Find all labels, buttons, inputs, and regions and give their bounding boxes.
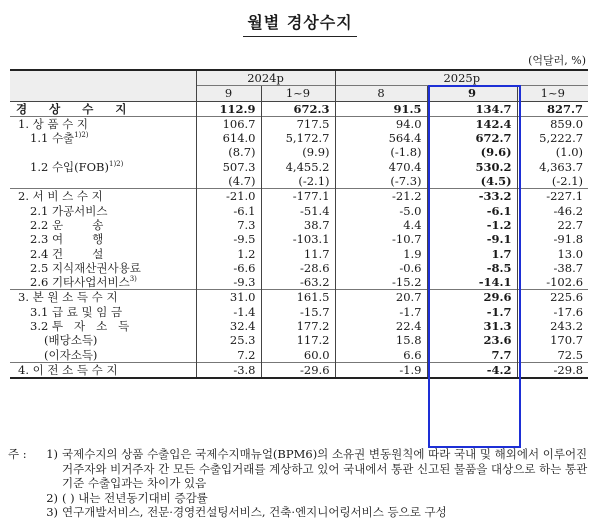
- footnote-marker: 3): [129, 275, 137, 284]
- value-cell: 243.2: [517, 319, 588, 333]
- value-cell: -46.2: [517, 204, 588, 218]
- row-label: [10, 204, 196, 218]
- value-cell: (4.5): [427, 174, 517, 189]
- value-cell: 1.9: [335, 247, 427, 261]
- row-label-text: 3.2 투 자 소 득: [30, 319, 130, 334]
- table-row: [10, 348, 588, 363]
- row-label: [10, 131, 196, 145]
- value-cell: -103.1: [261, 232, 335, 246]
- value-cell: -6.1: [196, 204, 261, 218]
- value-cell: 177.2: [261, 319, 335, 333]
- table-row: [10, 333, 588, 347]
- row-label: [10, 290, 196, 305]
- value-cell: (-7.3): [335, 174, 427, 189]
- value-cell: (8.7): [196, 145, 261, 159]
- value-cell: 4.4: [335, 218, 427, 232]
- value-cell: -15.7: [261, 305, 335, 319]
- value-cell: 13.0: [517, 247, 588, 261]
- unit-label: (억달러, %): [528, 54, 586, 67]
- value-cell: (9.6): [427, 145, 517, 159]
- value-cell: -29.8: [517, 362, 588, 378]
- title-container: [0, 10, 600, 37]
- value-cell: -38.7: [517, 261, 588, 275]
- table-row: [10, 204, 588, 218]
- value-cell: 5,172.7: [261, 131, 335, 145]
- value-cell: 11.7: [261, 247, 335, 261]
- value-cell: (-1.8): [335, 145, 427, 159]
- table-row: [10, 275, 588, 290]
- footnote-lead-spacer: [8, 491, 32, 506]
- footnote-row: [8, 505, 593, 520]
- value-cell: 470.4: [335, 160, 427, 174]
- value-cell: 225.6: [517, 290, 588, 305]
- page-title: 월별 경상수지: [243, 10, 356, 37]
- value-cell: -1.2: [427, 218, 517, 232]
- row-label: [10, 145, 196, 159]
- row-label: [10, 174, 196, 189]
- value-cell: 32.4: [196, 319, 261, 333]
- footnote-row: [8, 447, 593, 491]
- value-cell: 717.5: [261, 116, 335, 131]
- row-label: [10, 348, 196, 363]
- value-cell: -91.8: [517, 232, 588, 246]
- value-cell: -1.7: [427, 305, 517, 319]
- value-cell: -29.6: [261, 362, 335, 378]
- table-row: [10, 218, 588, 232]
- row-label: [10, 116, 196, 131]
- row-label: [10, 160, 196, 174]
- footnote-marker: 1)2): [109, 159, 124, 168]
- value-cell: 859.0: [517, 116, 588, 131]
- row-label-text: (배당소득): [44, 333, 98, 348]
- value-cell: -21.2: [335, 189, 427, 204]
- footnote-marker: 1)2): [74, 131, 89, 140]
- row-label: [10, 261, 196, 275]
- table-row: [10, 362, 588, 378]
- footnote-row: [8, 491, 593, 506]
- header-col: 9: [196, 86, 261, 101]
- header-year-2025: 2025p: [335, 70, 588, 86]
- value-cell: -102.6: [517, 275, 588, 290]
- header-col: 1~9: [517, 86, 588, 101]
- value-cell: 161.5: [261, 290, 335, 305]
- row-label-text: 1.1 수출: [30, 131, 75, 146]
- value-cell: -6.6: [196, 261, 261, 275]
- value-cell: -9.5: [196, 232, 261, 246]
- row-label: [10, 189, 196, 204]
- value-cell: 91.5: [335, 101, 427, 116]
- table-row: [10, 290, 588, 305]
- value-cell: -1.9: [335, 362, 427, 378]
- row-label-text: 2.2 운 송: [30, 217, 104, 232]
- value-cell: 94.0: [335, 116, 427, 131]
- value-cell: -3.8: [196, 362, 261, 378]
- row-label: [10, 275, 196, 290]
- value-cell: 614.0: [196, 131, 261, 145]
- row-label-text: 2.6 기타사업서비스: [30, 275, 130, 290]
- row-label: [10, 218, 196, 232]
- value-cell: -227.1: [517, 189, 588, 204]
- value-cell: (-2.1): [517, 174, 588, 189]
- value-cell: -5.0: [335, 204, 427, 218]
- value-cell: 564.4: [335, 131, 427, 145]
- current-account-table: [10, 69, 588, 379]
- header-col-highlight: 9: [427, 86, 517, 101]
- row-label-text: 3. 본 원 소 득 수 지: [18, 290, 118, 305]
- value-cell: -28.6: [261, 261, 335, 275]
- row-label-text: 2. 서 비 스 수 지: [18, 189, 103, 204]
- footnote-number: 1): [46, 447, 58, 461]
- value-cell: 7.7: [427, 348, 517, 363]
- value-cell: -0.6: [335, 261, 427, 275]
- table-row: [10, 145, 588, 159]
- value-cell: -21.0: [196, 189, 261, 204]
- value-cell: 20.7: [335, 290, 427, 305]
- footnote-lead-spacer: [8, 505, 32, 520]
- row-label-text: 2.4 건 설: [30, 246, 104, 261]
- value-cell: 25.3: [196, 333, 261, 347]
- value-cell: 4,455.2: [261, 160, 335, 174]
- table-row: [10, 189, 588, 204]
- value-cell: 530.2: [427, 160, 517, 174]
- value-cell: 1.2: [196, 247, 261, 261]
- value-cell: 1.7: [427, 247, 517, 261]
- row-label: [10, 362, 196, 378]
- value-cell: (-2.1): [261, 174, 335, 189]
- row-label-text: 2.3 여 행: [30, 232, 104, 247]
- row-label: [10, 305, 196, 319]
- value-cell: -15.2: [335, 275, 427, 290]
- table-row: [10, 174, 588, 189]
- value-cell: 672.7: [427, 131, 517, 145]
- row-label: [10, 232, 196, 246]
- value-cell: 31.0: [196, 290, 261, 305]
- row-label: [10, 247, 196, 261]
- value-cell: -9.3: [196, 275, 261, 290]
- value-cell: -1.4: [196, 305, 261, 319]
- value-cell: 5,222.7: [517, 131, 588, 145]
- value-cell: -14.1: [427, 275, 517, 290]
- value-cell: -33.2: [427, 189, 517, 204]
- header-col: 8: [335, 86, 427, 101]
- value-cell: 22.7: [517, 218, 588, 232]
- value-cell: (9.9): [261, 145, 335, 159]
- footnote-text: 국제수지의 상품 수출입은 국제수지매뉴얼(BPM6)의 소유권 변동원칙에 따라 국내 및 해외에서 이루어진 거주자와 비거주자 간 모든 수출입거래를 계상하고 있어 국내에서 통관 신고된 물품을 대상으로 하는 통관기준 수출입과는 차이가 있음: [62, 447, 588, 490]
- value-cell: -4.2: [427, 362, 517, 378]
- total-row: [10, 101, 588, 116]
- row-label: [10, 319, 196, 333]
- value-cell: 112.9: [196, 101, 261, 116]
- value-cell: 31.3: [427, 319, 517, 333]
- row-label-text: 4. 이 전 소 득 수 지: [18, 362, 118, 377]
- value-cell: 15.8: [335, 333, 427, 347]
- value-cell: (1.0): [517, 145, 588, 159]
- value-cell: (4.7): [196, 174, 261, 189]
- footnotes: [8, 447, 593, 520]
- value-cell: 507.3: [196, 160, 261, 174]
- footnote-text: ( ) 내는 전년동기대비 증감률: [62, 490, 208, 505]
- value-cell: 7.2: [196, 348, 261, 363]
- row-label-text: 2.5 지식재산권사용료: [30, 260, 141, 275]
- value-cell: -6.1: [427, 204, 517, 218]
- table-row: [10, 131, 588, 145]
- row-label-text: (이자소득): [44, 347, 98, 362]
- header-col: 1~9: [261, 86, 335, 101]
- header-year-2024: 2024p: [196, 70, 335, 86]
- table-row: [10, 116, 588, 131]
- footnote-lead: 주 :: [8, 447, 27, 461]
- value-cell: 142.4: [427, 116, 517, 131]
- value-cell: 134.7: [427, 101, 517, 116]
- footnote-number: 2): [46, 490, 58, 505]
- value-cell: 170.7: [517, 333, 588, 347]
- footnote-number: 3): [46, 505, 58, 519]
- value-cell: 117.2: [261, 333, 335, 347]
- value-cell: -63.2: [261, 275, 335, 290]
- row-label-text: 3.1 급 료 및 임 금: [30, 304, 123, 319]
- footnote-text: 연구개발서비스, 전문·경영컨설팅서비스, 건축·엔지니어링서비스 등으로 구성: [62, 505, 447, 519]
- header-label-cell: [10, 70, 196, 101]
- value-cell: 106.7: [196, 116, 261, 131]
- value-cell: -10.7: [335, 232, 427, 246]
- value-cell: 23.6: [427, 333, 517, 347]
- value-cell: 6.6: [335, 348, 427, 363]
- value-cell: 60.0: [261, 348, 335, 363]
- value-cell: -1.7: [335, 305, 427, 319]
- value-cell: 827.7: [517, 101, 588, 116]
- value-cell: 7.3: [196, 218, 261, 232]
- row-label-text: 2.1 가공서비스: [30, 203, 108, 218]
- value-cell: -9.1: [427, 232, 517, 246]
- value-cell: -177.1: [261, 189, 335, 204]
- row-label: [10, 101, 196, 116]
- table-row: [10, 247, 588, 261]
- value-cell: -17.6: [517, 305, 588, 319]
- value-cell: 22.4: [335, 319, 427, 333]
- table-row: [10, 319, 588, 333]
- row-label-text: 경 상 수 지: [16, 101, 136, 116]
- value-cell: 4,363.7: [517, 160, 588, 174]
- value-cell: 29.6: [427, 290, 517, 305]
- table-row: [10, 261, 588, 275]
- table-row: [10, 232, 588, 246]
- value-cell: 38.7: [261, 218, 335, 232]
- value-cell: -51.4: [261, 204, 335, 218]
- value-cell: -8.5: [427, 261, 517, 275]
- row-label-text: 1. 상 품 수 지: [18, 116, 89, 131]
- table-row: [10, 305, 588, 319]
- row-label: [10, 333, 196, 347]
- value-cell: 72.5: [517, 348, 588, 363]
- row-label-text: 1.2 수입(FOB): [30, 159, 109, 174]
- table-row: [10, 160, 588, 174]
- value-cell: 672.3: [261, 101, 335, 116]
